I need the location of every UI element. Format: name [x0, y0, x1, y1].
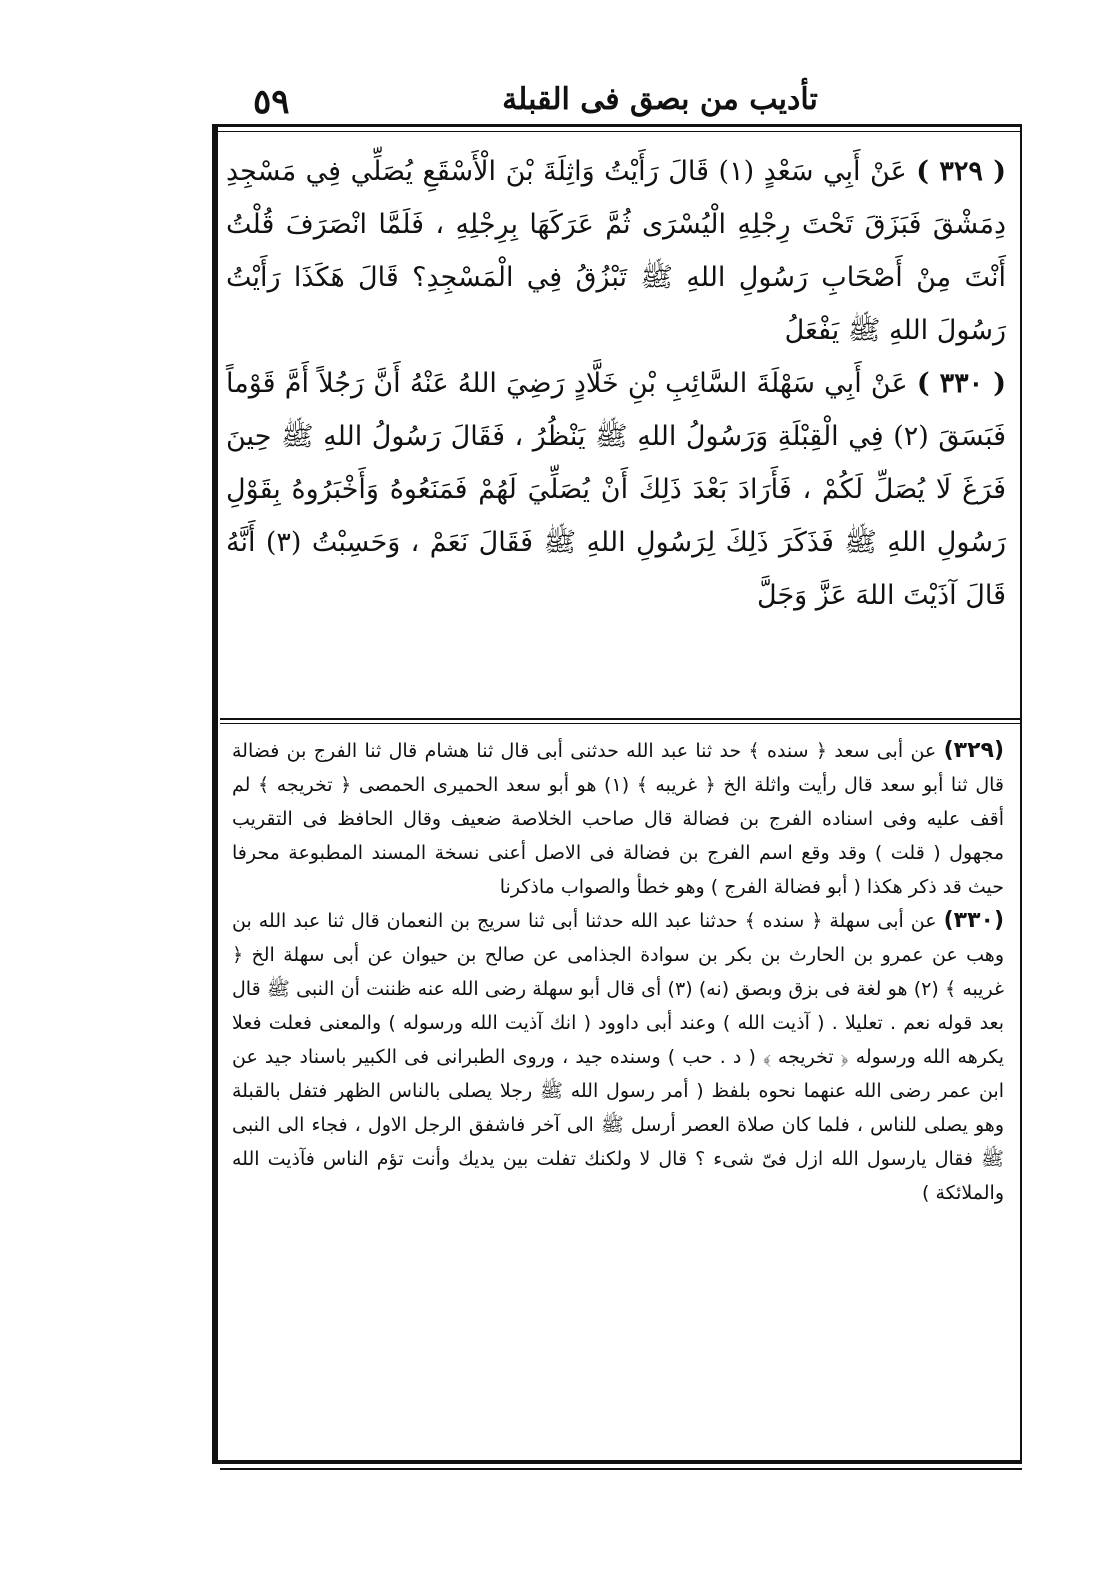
frame-bottom-rule	[220, 1468, 1022, 1470]
page-number: ٥٩	[253, 82, 290, 122]
note-number-329: (٣٢٩)	[943, 738, 1004, 763]
note-text-330: عن أبى سهلة ﴿ سنده ﴾ حدثنا عبد الله حدثنا أبى ثنا سريج بن النعمان قال ثنا عبد الله بن وهب عن عمرو بن الحارث بن بكر بن سوادة الجذامى عن صالح بن حيوان عن أبى سهلة الخ ﴿ غريبه ﴾ (٢) هو لغة فى بزق وبصق (نه) (٣) أى قال أبو سهلة رضى الله عنه ظننت أن النبى ﷺ قال بعد قوله نعم . تعليلا . ( آذيت الله ) وعند أبى داوود ( انك آذيت الله ورسوله ) والمعنى فعلت فعلا يكرهه الله ورسوله ﴿ تخريجه ﴾ ( د . حب ) وسنده جيد ، وروى الطبرانى فى الكبير باسناد جيد عن ابن عمر رضى الله عنهما نحوه بلفظ ( أمر رسول الله ﷺ رجلا يصلى بالناس الظهر فتفل بالقبلة وهو يصلى للناس ، فلما كان صلاة العصر أرسل ﷺ الى آخر فاشفق الرجل الاول ، فجاء الى النبى ﷺ فقال يارسول الله ازل فىّ شىء ؟ قال لا ولكنك تفلت بين يديك وأنت تؤم الناس فآذيت الله والملائكة )	[232, 910, 1004, 1204]
section-divider	[220, 718, 1022, 724]
note-330	[232, 904, 1004, 1210]
hadith-number-330: ( ٣٣٠ )	[916, 368, 1006, 399]
main-text	[226, 145, 1006, 705]
hadith-330	[226, 357, 1006, 622]
note-number-330: (٣٣٠)	[943, 908, 1004, 933]
note-329	[232, 734, 1004, 904]
running-title: تأديب من بصق فى القبلة	[502, 82, 818, 117]
note-text-329: عن أبى سعد ﴿ سنده ﴾ حد ثنا عبد الله حدثنى أبى قال ثنا هشام قال ثنا الفرج بن فضالة قال ثنا أبو سعد قال رأيت واثلة الخ ﴿ غريبه ﴾ (١) هو أبو سعد الحميرى الحمصى ﴿ تخريجه ﴾ لم أقف عليه وفى اسناده الفرج بن فضالة قال صاحب الخلاصة ضعيف وقال الحافظ فى التقريب مجهول ( قلت ) وقد وقع اسم الفرج بن فضالة فى الاصل أعنى نسخة المسند المطبوعة محرفا حيث قد ذكر هكذا ( أبو فضالة الفرج ) وهو خطأ والصواب ماذكرنا	[232, 740, 1005, 898]
hadith-number-329: ( ٣٢٩ )	[916, 156, 1006, 187]
hadith-329	[226, 145, 1006, 357]
hadith-text-329: عَنْ أَبِي سَعْدٍ (١) قَالَ رَأَيْتُ وَاثِلَةَ بْنَ الْأَسْقَعِ يُصَلِّي فِي مَسْجِدِ دِمَشْقَ فَبَزَقَ تَحْتَ رِجْلِهِ الْيُسْرَى ثُمَّ عَرَكَهَا بِرِجْلِهِ ، فَلَمَّا انْصَرَفَ قُلْتُ أَنْتَ مِنْ أَصْحَابِ رَسُولِ اللهِ ﷺ تَبْزُقُ فِي الْمَسْجِدِ؟ قَالَ هَكَذَا رَأَيْتُ رَسُولَ اللهِ ﷺ يَفْعَلُ	[226, 156, 1006, 346]
hadith-text-330: عَنْ أَبِي سَهْلَةَ السَّائِبِ بْنِ خَلَّادٍ رَضِيَ اللهُ عَنْهُ أَنَّ رَجُلاً أَمَّ قَوْماً فَبَسَقَ (٢) فِي الْقِبْلَةِ وَرَسُولُ اللهِ ﷺ يَنْظُرُ ، فَقَالَ رَسُولُ اللهِ ﷺ حِينَ فَرَغَ لَا يُصَلِّ لَكُمْ ، فَأَرَادَ بَعْدَ ذَلِكَ أَنْ يُصَلِّيَ لَهُمْ فَمَنَعُوهُ وَأَخْبَرُوهُ بِقَوْلِ رَسُولِ اللهِ ﷺ فَذَكَرَ ذَلِكَ لِرَسُولِ اللهِ ﷺ فَقَالَ نَعَمْ ، وَحَسِبْتُ (٣) أَنَّهُ قَالَ آذَيْتَ اللهَ عَزَّ وَجَلَّ	[226, 368, 1006, 611]
commentary-notes	[232, 734, 1004, 1449]
page-header	[215, 78, 1015, 128]
frame-top-rule	[212, 131, 1022, 132]
